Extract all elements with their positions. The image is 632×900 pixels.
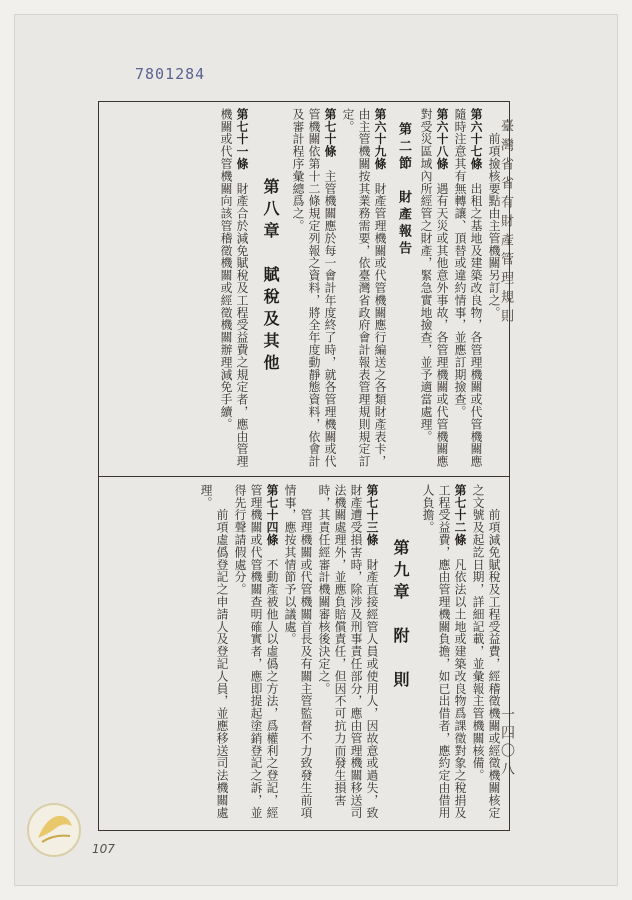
text-frame xyxy=(98,101,510,831)
chapter-heading: 第九章 附 則 xyxy=(391,539,410,693)
article-paragraph xyxy=(419,484,469,824)
article-label: 第七十二條 xyxy=(453,484,467,546)
catalog-number: 7801284 xyxy=(135,65,206,83)
article-text: 財產合於減免賦稅及工程受益費之規定者，應由管理機關或代管機關向該管稽徵機關或經徵機關辦理減免手續。 xyxy=(219,108,249,468)
article-label: 第七十一條 xyxy=(235,108,249,170)
article-paragraph xyxy=(217,108,251,472)
article-label: 第六十七條 xyxy=(469,108,483,170)
lower-register xyxy=(107,484,503,824)
article-label: 第七十四條 xyxy=(265,484,279,546)
continuation-paragraph: 管理機關或代管機關首長及有關主管監督不力致發生前項情事，應按其情節予以議處。 xyxy=(283,484,313,819)
continuation-paragraph: 前項減免賦稅及工程受益費，經稽徵機關或經徵機關核定之文號及起訖日期，詳細記載，並彙報主管機關核備。 xyxy=(471,484,501,819)
article-paragraph xyxy=(289,108,339,472)
article-paragraph xyxy=(451,108,485,472)
article-label: 第六十八條 xyxy=(435,108,449,170)
article-text: 財產管理機關或代管機關應行編送之各類財產表卡，由主管機關按其業務需要，依臺灣省政府會計報表管理規則規定訂定。 xyxy=(341,108,387,468)
continuation-paragraph: 前項虛僞登記之申請人及登記人員，並應移送司法機關處理。 xyxy=(199,484,229,819)
continuation-paragraph: 前項撿核要點由主管機關另訂之。 xyxy=(487,108,501,319)
chapter-heading: 第八章 賦稅及其他 xyxy=(261,178,280,376)
article-paragraph xyxy=(417,108,451,472)
article-label: 第六十九條 xyxy=(373,108,387,170)
article-text: 出租之基地及建築改良物，各管理機關或代管機關應隨時注意其有無轉讓、頂替或違約情事，並應訂期撿查。 xyxy=(453,108,483,468)
article-text: 主管機關應於每一會計年度終了時，就各管理機關或代管機關依第十二條規定列報之資料，將全年度動靜態資料，依會計及審計程序彙總爲之。 xyxy=(291,108,337,468)
article-label: 第七十條 xyxy=(323,108,337,158)
article-text: 遇有天災或其他意外事故，各管理機關或代管機關應對受災區域內所經管之財產，緊急實地撿查，並予適當處理。 xyxy=(419,108,449,468)
article-label: 第七十三條 xyxy=(365,484,379,546)
article-text: 財產直接經管人員或使用人，因故意或過失，致財產遭受損害時，除涉及刑事責任部分，應由管理機關移送司法機關處理外，並應負賠償責任，但因不可抗力而發生損害時，其責任經審計機關審核後決定之。 xyxy=(317,484,379,819)
section-heading: 第二節 財產報告 xyxy=(396,122,411,258)
archive-logo-icon xyxy=(24,800,84,860)
article-paragraph xyxy=(315,484,381,824)
page-number: 一四〇八 xyxy=(499,707,515,779)
register-divider xyxy=(99,476,509,477)
running-head: 臺灣省省有財產管理規則 xyxy=(498,119,513,328)
upper-register xyxy=(107,108,503,472)
document-page xyxy=(14,14,618,886)
article-text: 凡依法以土地或建築改良物爲課徵對象之稅捐及工程受益費，應由管理機關負擔，如已出借者，應約定由借用人負擔。 xyxy=(421,484,467,819)
article-text: 不動產被他人以虛僞之方法，爲權利之登記，經管理機關或代管機關查明確實者，應即提起塗銷登記之訴，並得先行聲請假處分。 xyxy=(233,484,279,819)
article-paragraph xyxy=(231,484,281,824)
handwritten-mark: 107 xyxy=(92,842,115,856)
article-paragraph xyxy=(339,108,389,472)
